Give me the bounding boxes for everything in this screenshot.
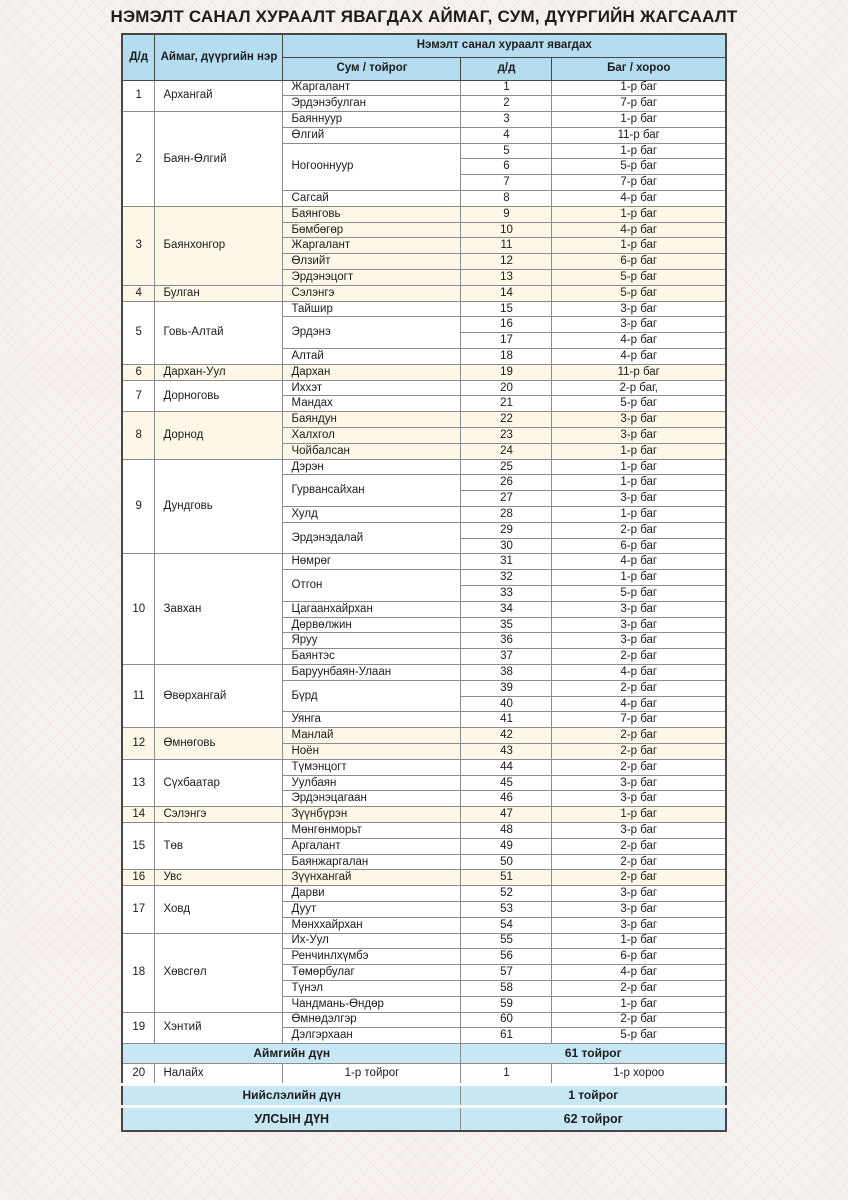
aimag-cell: Говь-Алтай — [155, 301, 283, 364]
sum-cell: Эрдэнэбулган — [283, 96, 461, 112]
bag-cell: 6-р баг — [552, 538, 726, 554]
seq-cell: 12 — [461, 254, 552, 270]
seq-cell: 43 — [461, 743, 552, 759]
bag-cell: 4-р баг — [552, 965, 726, 981]
sum-cell: Дөрвөлжин — [283, 617, 461, 633]
row-num-cell: 16 — [122, 870, 155, 886]
aimag-cell: Дархан-Уул — [155, 364, 283, 380]
row-num-cell: 17 — [122, 886, 155, 933]
sum-cell: Гурвансайхан — [283, 475, 461, 507]
sum-cell: Уянга — [283, 712, 461, 728]
sum-cell: Мөнгөнморьт — [283, 822, 461, 838]
table-row — [122, 759, 726, 775]
bag-cell: 2-р баг — [552, 649, 726, 665]
header-n: д/д — [461, 57, 552, 80]
seq-cell: 29 — [461, 522, 552, 538]
sum-cell: Сагсай — [283, 191, 461, 207]
header-num: Д/д — [122, 34, 155, 80]
seq-cell: 41 — [461, 712, 552, 728]
bag-cell: 1-р баг — [552, 206, 726, 222]
aimag-cell: Өвөрхангай — [155, 664, 283, 727]
seq-cell: 22 — [461, 412, 552, 428]
sum-cell: Баянговь — [283, 206, 461, 222]
row-num-cell: 4 — [122, 285, 155, 301]
sum-cell: Эрдэнэцагаан — [283, 791, 461, 807]
sum-cell: Зүүнбүрэн — [283, 807, 461, 823]
table-row — [122, 112, 726, 128]
aimag-total-row — [122, 1044, 726, 1064]
table-row — [122, 80, 726, 96]
bag-cell: 3-р баг — [552, 822, 726, 838]
aimag-cell: Ховд — [155, 886, 283, 933]
seq-cell: 52 — [461, 886, 552, 902]
bag-cell: 3-р баг — [552, 428, 726, 444]
state-total-row — [122, 1107, 726, 1131]
row-num-cell: 1 — [122, 80, 155, 112]
bag-cell: 2-р баг — [552, 759, 726, 775]
seq-cell: 7 — [461, 175, 552, 191]
header-bag: Баг / хороо — [552, 57, 726, 80]
bag-cell: 3-р баг — [552, 317, 726, 333]
seq-cell: 11 — [461, 238, 552, 254]
sum-cell: Бөмбөгөр — [283, 222, 461, 238]
aimag-cell: Төв — [155, 822, 283, 869]
bag-cell: 3-р баг — [552, 886, 726, 902]
seq-cell: 25 — [461, 459, 552, 475]
aimag-cell: Дорноговь — [155, 380, 283, 412]
table-header — [122, 34, 726, 80]
seq-cell: 59 — [461, 996, 552, 1012]
seq-cell: 1 — [461, 1064, 552, 1085]
seq-cell: 32 — [461, 570, 552, 586]
bag-cell: 6-р баг — [552, 254, 726, 270]
sum-cell: Баянтэс — [283, 649, 461, 665]
bag-cell: 3-р баг — [552, 917, 726, 933]
row-num-cell: 12 — [122, 728, 155, 760]
aimag-cell: Баян-Өлгий — [155, 112, 283, 207]
table-row — [122, 554, 726, 570]
seq-cell: 28 — [461, 507, 552, 523]
seq-cell: 14 — [461, 285, 552, 301]
sum-cell: Хулд — [283, 507, 461, 523]
bag-cell: 7-р баг — [552, 96, 726, 112]
bag-cell: 3-р баг — [552, 791, 726, 807]
header-span: Нэмэлт санал хураалт явагдах — [283, 34, 726, 57]
sum-cell: Сэлэнгэ — [283, 285, 461, 301]
sum-cell: Дарви — [283, 886, 461, 902]
sum-cell: Жаргалант — [283, 238, 461, 254]
bag-cell: 3-р баг — [552, 901, 726, 917]
sum-cell: Төмөрбулаг — [283, 965, 461, 981]
aimag-cell: Дундговь — [155, 459, 283, 554]
state-total-label: УЛСЫН ДҮН — [122, 1107, 461, 1131]
row-num-cell: 13 — [122, 759, 155, 806]
seq-cell: 50 — [461, 854, 552, 870]
aimag-cell: Баянхонгор — [155, 206, 283, 285]
sum-cell: Баянжаргалан — [283, 854, 461, 870]
sum-cell: Өлгий — [283, 127, 461, 143]
sum-cell: Өмнөдэлгэр — [283, 1012, 461, 1028]
bag-cell: 4-р баг — [552, 191, 726, 207]
table-row — [122, 822, 726, 838]
seq-cell: 3 — [461, 112, 552, 128]
sum-cell: Алтай — [283, 349, 461, 365]
sum-cell: Тайшир — [283, 301, 461, 317]
table-row — [122, 728, 726, 744]
seq-cell: 20 — [461, 380, 552, 396]
table-body — [122, 80, 726, 1044]
bag-cell: 5-р баг — [552, 285, 726, 301]
seq-cell: 37 — [461, 649, 552, 665]
sum-cell: Цагаанхайрхан — [283, 601, 461, 617]
seq-cell: 35 — [461, 617, 552, 633]
seq-cell: 26 — [461, 475, 552, 491]
bag-cell: 5-р баг — [552, 586, 726, 602]
bag-cell: 2-р баг, — [552, 380, 726, 396]
header-row-top — [122, 34, 726, 57]
seq-cell: 47 — [461, 807, 552, 823]
seq-cell: 39 — [461, 680, 552, 696]
bag-cell: 1-р баг — [552, 459, 726, 475]
header-sum: Сум / тойрог — [283, 57, 461, 80]
seq-cell: 49 — [461, 838, 552, 854]
bag-cell: 6-р баг — [552, 949, 726, 965]
seq-cell: 6 — [461, 159, 552, 175]
sum-cell: Ноён — [283, 743, 461, 759]
seq-cell: 46 — [461, 791, 552, 807]
sum-cell: Дэрэн — [283, 459, 461, 475]
row-num-cell: 20 — [122, 1064, 155, 1085]
row-num-cell: 19 — [122, 1012, 155, 1044]
bag-cell: 4-р баг — [552, 222, 726, 238]
aimag-cell: Булган — [155, 285, 283, 301]
row-num-cell: 7 — [122, 380, 155, 412]
seq-cell: 40 — [461, 696, 552, 712]
city-total-row — [122, 1085, 726, 1107]
sum-cell: Өлзийт — [283, 254, 461, 270]
seq-cell: 33 — [461, 586, 552, 602]
table-row — [122, 886, 726, 902]
bag-cell: 5-р баг — [552, 159, 726, 175]
seq-cell: 57 — [461, 965, 552, 981]
sum-cell: Нөмрөг — [283, 554, 461, 570]
bag-cell: 2-р баг — [552, 980, 726, 996]
bag-cell: 3-р баг — [552, 775, 726, 791]
aimag-total-value: 61 тойрог — [461, 1044, 726, 1064]
table-row — [122, 364, 726, 380]
table-row — [122, 412, 726, 428]
row-num-cell: 15 — [122, 822, 155, 869]
seq-cell: 60 — [461, 1012, 552, 1028]
seq-cell: 2 — [461, 96, 552, 112]
seq-cell: 9 — [461, 206, 552, 222]
sum-cell: Аргалант — [283, 838, 461, 854]
row-num-cell: 2 — [122, 112, 155, 207]
table-row — [122, 206, 726, 222]
seq-cell: 55 — [461, 933, 552, 949]
seq-cell: 56 — [461, 949, 552, 965]
sum-cell: Дэлгэрхаан — [283, 1028, 461, 1044]
seq-cell: 30 — [461, 538, 552, 554]
bag-cell: 3-р баг — [552, 601, 726, 617]
seq-cell: 17 — [461, 333, 552, 349]
row-num-cell: 10 — [122, 554, 155, 665]
bag-cell: 2-р баг — [552, 870, 726, 886]
aimag-cell: Хэнтий — [155, 1012, 283, 1044]
sum-cell: Дархан — [283, 364, 461, 380]
bag-cell: 1-р баг — [552, 443, 726, 459]
sum-cell: Яруу — [283, 633, 461, 649]
bag-cell: 2-р баг — [552, 854, 726, 870]
seq-cell: 15 — [461, 301, 552, 317]
seq-cell: 42 — [461, 728, 552, 744]
row-num-cell: 14 — [122, 807, 155, 823]
bag-cell: 3-р баг — [552, 633, 726, 649]
seq-cell: 36 — [461, 633, 552, 649]
table-row — [122, 870, 726, 886]
bag-cell: 11-р баг — [552, 127, 726, 143]
sum-cell: Бүрд — [283, 680, 461, 712]
aimag-cell: Сүхбаатар — [155, 759, 283, 806]
seq-cell: 16 — [461, 317, 552, 333]
city-total-label: Нийслэлийн дүн — [122, 1085, 461, 1107]
sum-cell: Ренчинлхүмбэ — [283, 949, 461, 965]
bag-cell: 3-р баг — [552, 491, 726, 507]
bag-cell: 2-р баг — [552, 522, 726, 538]
row-num-cell: 6 — [122, 364, 155, 380]
sum-cell: Халхгол — [283, 428, 461, 444]
seq-cell: 10 — [461, 222, 552, 238]
aimag-cell: Архангай — [155, 80, 283, 112]
voting-table — [121, 33, 727, 1132]
table-row — [122, 459, 726, 475]
sum-cell: Баяндун — [283, 412, 461, 428]
sum-cell: Түнэл — [283, 980, 461, 996]
bag-cell: 1-р баг — [552, 143, 726, 159]
bag-cell: 1-р хороо — [552, 1064, 726, 1085]
aimag-cell: Дорнод — [155, 412, 283, 459]
row-num-cell: 3 — [122, 206, 155, 285]
aimag-cell: Завхан — [155, 554, 283, 665]
row-num-cell: 11 — [122, 664, 155, 727]
bag-cell: 2-р баг — [552, 743, 726, 759]
sum-cell: Жаргалант — [283, 80, 461, 96]
sum-cell: Зүүнхангай — [283, 870, 461, 886]
bag-cell: 1-р баг — [552, 112, 726, 128]
nalaikh-row — [122, 1064, 726, 1085]
table-row — [122, 1012, 726, 1028]
bag-cell: 4-р баг — [552, 349, 726, 365]
aimag-cell: Сэлэнгэ — [155, 807, 283, 823]
aimag-cell: Увс — [155, 870, 283, 886]
sum-cell: Уулбаян — [283, 775, 461, 791]
bag-cell: 5-р баг — [552, 1028, 726, 1044]
seq-cell: 45 — [461, 775, 552, 791]
aimag-cell: Өмнөговь — [155, 728, 283, 760]
seq-cell: 24 — [461, 443, 552, 459]
sum-cell: Баяннуур — [283, 112, 461, 128]
row-num-cell: 8 — [122, 412, 155, 459]
sum-cell: Чойбалсан — [283, 443, 461, 459]
state-total-value: 62 тойрог — [461, 1107, 726, 1131]
bag-cell: 3-р баг — [552, 412, 726, 428]
table-row — [122, 285, 726, 301]
bag-cell: 3-р баг — [552, 617, 726, 633]
bag-cell: 5-р баг — [552, 270, 726, 286]
table-row — [122, 380, 726, 396]
bag-cell: 5-р баг — [552, 396, 726, 412]
row-num-cell: 9 — [122, 459, 155, 554]
bag-cell: 4-р баг — [552, 664, 726, 680]
seq-cell: 1 — [461, 80, 552, 96]
page-title: НЭМЭЛТ САНАЛ ХУРААЛТ ЯВАГДАХ АЙМАГ, СУМ, ДҮҮРГИЙН ЖАГСААЛТ — [110, 7, 738, 26]
seq-cell: 38 — [461, 664, 552, 680]
seq-cell: 34 — [461, 601, 552, 617]
table-row — [122, 301, 726, 317]
table-row — [122, 807, 726, 823]
bag-cell: 1-р баг — [552, 807, 726, 823]
sum-cell: Баруунбаян-Улаан — [283, 664, 461, 680]
seq-cell: 44 — [461, 759, 552, 775]
sum-cell: Манлай — [283, 728, 461, 744]
bag-cell: 7-р баг — [552, 712, 726, 728]
seq-cell: 4 — [461, 127, 552, 143]
header-aimag: Аймаг, дүүргийн нэр — [155, 34, 283, 80]
bag-cell: 4-р баг — [552, 696, 726, 712]
sum-cell: Түмэнцогт — [283, 759, 461, 775]
bag-cell: 2-р баг — [552, 838, 726, 854]
table-row — [122, 933, 726, 949]
sum-cell: Отгон — [283, 570, 461, 602]
seq-cell: 27 — [461, 491, 552, 507]
sum-cell: Дуут — [283, 901, 461, 917]
bag-cell: 2-р баг — [552, 728, 726, 744]
sum-cell: Эрдэнэдалай — [283, 522, 461, 554]
bag-cell: 4-р баг — [552, 554, 726, 570]
seq-cell: 51 — [461, 870, 552, 886]
seq-cell: 53 — [461, 901, 552, 917]
seq-cell: 23 — [461, 428, 552, 444]
city-total-value: 1 тойрог — [461, 1085, 726, 1107]
sum-cell: Мөнххайрхан — [283, 917, 461, 933]
row-num-cell: 5 — [122, 301, 155, 364]
seq-cell: 21 — [461, 396, 552, 412]
bag-cell: 2-р баг — [552, 1012, 726, 1028]
seq-cell: 61 — [461, 1028, 552, 1044]
bag-cell: 2-р баг — [552, 680, 726, 696]
bag-cell: 1-р баг — [552, 507, 726, 523]
bag-cell: 7-р баг — [552, 175, 726, 191]
sum-cell: Эрдэнэ — [283, 317, 461, 349]
bag-cell: 1-р баг — [552, 80, 726, 96]
seq-cell: 31 — [461, 554, 552, 570]
summary-section — [122, 1044, 726, 1131]
sum-cell: Мандах — [283, 396, 461, 412]
sum-cell: 1-р тойрог — [283, 1064, 461, 1085]
seq-cell: 13 — [461, 270, 552, 286]
sum-cell: Чандмань-Өндөр — [283, 996, 461, 1012]
bag-cell: 1-р баг — [552, 475, 726, 491]
bag-cell: 1-р баг — [552, 933, 726, 949]
bag-cell: 1-р баг — [552, 570, 726, 586]
bag-cell: 4-р баг — [552, 333, 726, 349]
aimag-cell: Хөвсгөл — [155, 933, 283, 1012]
sum-cell: Иххэт — [283, 380, 461, 396]
table-row — [122, 664, 726, 680]
sum-cell: Ногооннуур — [283, 143, 461, 190]
seq-cell: 8 — [461, 191, 552, 207]
seq-cell: 54 — [461, 917, 552, 933]
bag-cell: 1-р баг — [552, 996, 726, 1012]
aimag-cell: Налайх — [155, 1064, 283, 1085]
bag-cell: 11-р баг — [552, 364, 726, 380]
seq-cell: 48 — [461, 822, 552, 838]
sum-cell: Эрдэнэцогт — [283, 270, 461, 286]
bag-cell: 1-р баг — [552, 238, 726, 254]
seq-cell: 58 — [461, 980, 552, 996]
seq-cell: 18 — [461, 349, 552, 365]
bag-cell: 3-р баг — [552, 301, 726, 317]
seq-cell: 19 — [461, 364, 552, 380]
seq-cell: 5 — [461, 143, 552, 159]
row-num-cell: 18 — [122, 933, 155, 1012]
aimag-total-label: Аймгийн дүн — [122, 1044, 461, 1064]
sum-cell: Их-Уул — [283, 933, 461, 949]
